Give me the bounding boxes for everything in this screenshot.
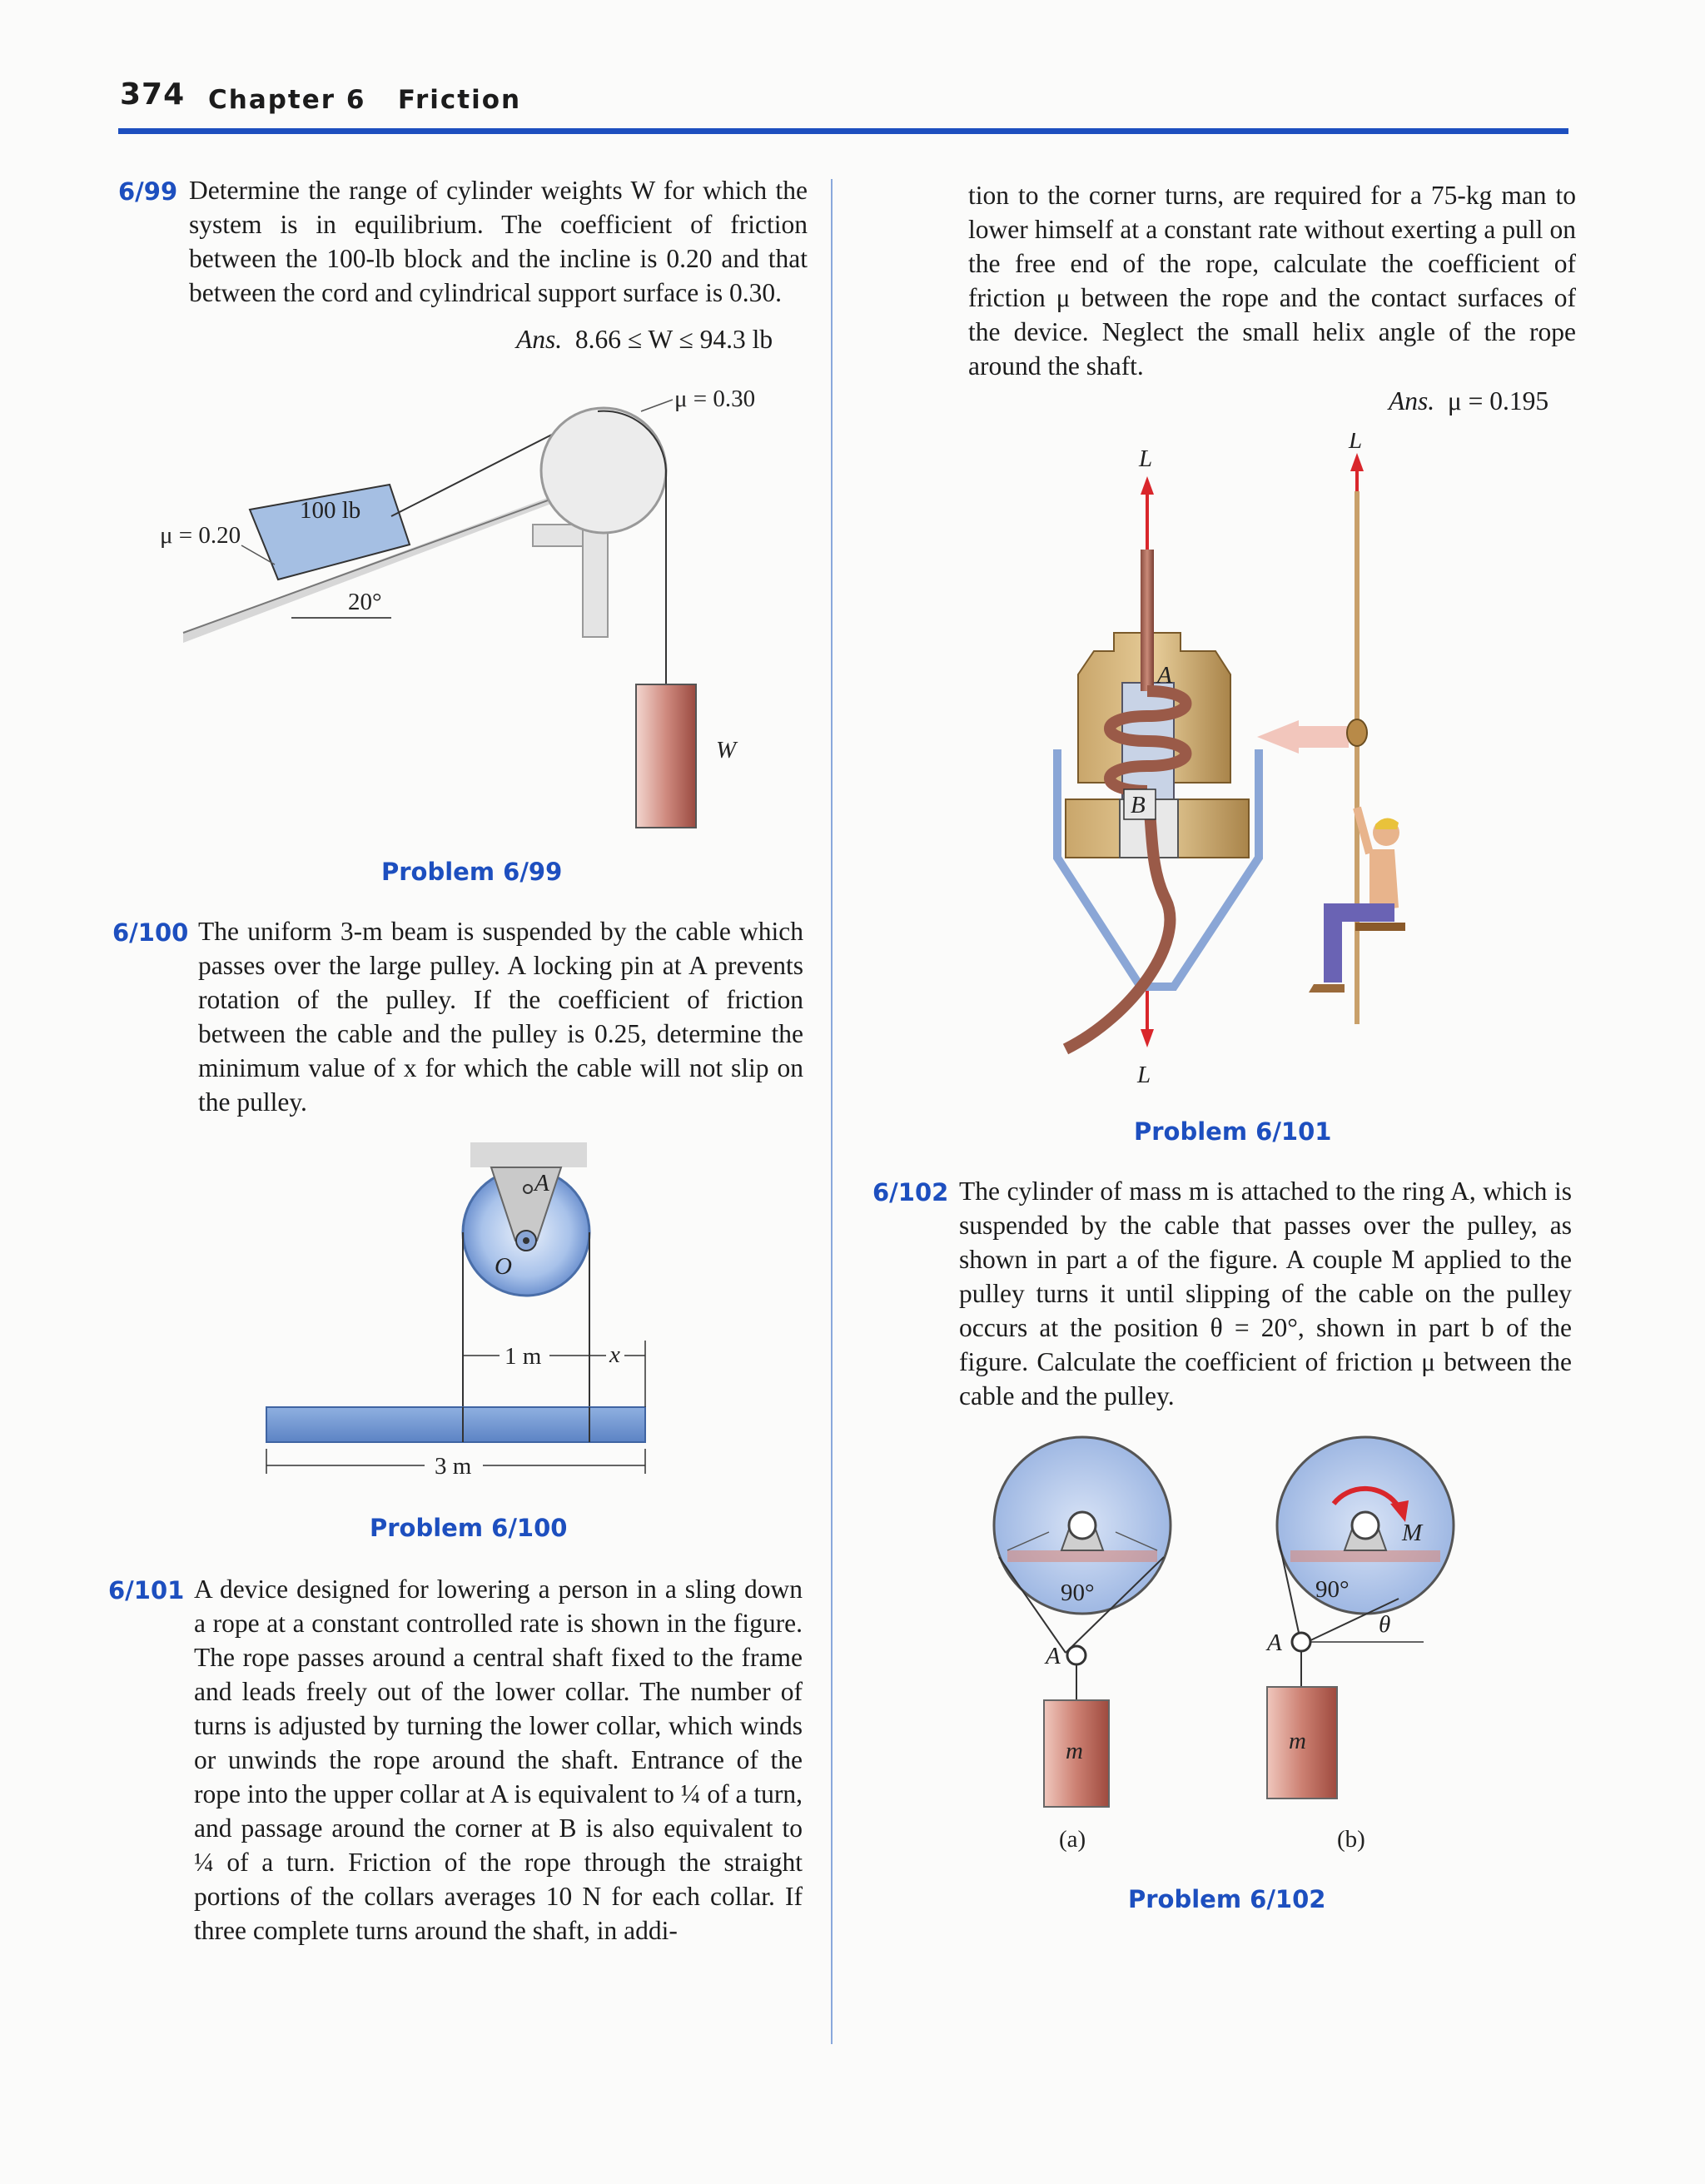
center-label: O (495, 1253, 512, 1280)
ring-b-label: A (1267, 1629, 1282, 1656)
ring-b (1292, 1633, 1310, 1651)
beam (266, 1407, 645, 1442)
header-rule (118, 128, 1568, 134)
running-header (208, 85, 521, 115)
mu-support-label: μ = 0.30 (674, 386, 756, 412)
dim-3m: 3 m (435, 1453, 472, 1480)
point-b-label: B (1131, 792, 1146, 818)
caption-6-99: Problem 6/99 (381, 858, 563, 886)
caption-6-101: Problem 6/101 (1134, 1117, 1332, 1146)
problem-6-100 (112, 914, 803, 1119)
caption-6-100: Problem 6/100 (370, 1514, 568, 1542)
answer-value: μ = 0.195 (1447, 386, 1549, 415)
point-a-label: A (1157, 662, 1172, 689)
problem-text-continued: tion to the corner turns, are required for a 75-kg man to lower himself at a constant rate without exerting a pull on the free end of the rope, calculate the coefficient of friction μ between the rope and the contact surfaces of the device. Neglect the small helix angle of the rope around the shaft. (968, 181, 1576, 381)
answer-value: 8.66 ≤ W ≤ 94.3 lb (574, 325, 773, 354)
column-divider (831, 179, 833, 2044)
problem-number: 6/100 (112, 918, 189, 947)
block-weight-label: 100 lb (300, 497, 361, 524)
ceiling (470, 1142, 587, 1167)
problem-6-101-continued (968, 178, 1576, 383)
dim-1m: 1 m (505, 1343, 542, 1370)
problem-number: 6/101 (108, 1576, 185, 1604)
problem-text: The cylinder of mass m is attached to the ring A, which is suspended by the cable that passes over the pulley, as shown in part a of the figure. A couple M applied to the pulley turns it until slipping of the cable on the pulley occurs at the position θ = 20°, shown in part b of the figure. Calculate the coefficient of friction μ between the cable and the pulley. (959, 1177, 1572, 1410)
figure-6-100 (258, 1141, 674, 1490)
problem-number: 6/99 (118, 177, 178, 206)
answer-6-99 (516, 325, 773, 355)
problem-number: 6/102 (872, 1178, 949, 1206)
theta-label: θ (1379, 1611, 1391, 1638)
ring-a (1067, 1646, 1086, 1664)
part-a-label: (a) (1059, 1826, 1086, 1853)
part-a (994, 1437, 1171, 1853)
force-label-top-right: L (1349, 433, 1363, 454)
problem-6-102 (872, 1174, 1572, 1413)
part-b (1265, 1437, 1454, 1853)
answer-prefix: Ans. (516, 325, 563, 354)
angle-a-label: 90° (1061, 1580, 1095, 1606)
mu-incline-label: μ = 0.20 (160, 522, 241, 549)
chapter-label: Chapter 6 (208, 85, 366, 115)
page-number: 374 (120, 77, 186, 112)
support-post (583, 525, 608, 637)
cylinder-weight (636, 684, 696, 828)
problem-text: The uniform 3-m beam is suspended by the cable which passes over the large pulley. A locking pin at A prevents rotation of the pulley. If the coefficient of friction between the cable and the pulley is 0.25, determine the minimum value of x for which the cable will not slip on the pulley. (198, 917, 803, 1117)
chapter-title: Friction (397, 85, 522, 115)
figure-6-99 (150, 383, 783, 849)
angle-b-label: 90° (1315, 1576, 1350, 1603)
problem-6-99 (118, 173, 808, 310)
problem-text: Determine the range of cylinder weights W for which the system is in equilibrium. The coefficient of friction between the 100-lb block and the incline is 0.20 and that between the cord and cylindrical support surface is 0.30. (189, 176, 808, 307)
problem-text: A device designed for lowering a person in a sling down a rope at a constant controlled rate is shown in the figure. The rope passes around a central shaft fixed to the frame and leads freely out of the lower collar. The number of turns is adjusted by turning the lower collar, which winds or unwinds the rope around the shaft. Entrance of the rope into the upper collar at A is equivalent to ¼ of a turn, and passage around the corner at B is also equivalent to ¼ of a turn. Friction of the rope through the straight portions of the collars averages 10 N for each collar. If three complete turns around the shaft, in addi- (194, 1575, 803, 1945)
dim-x: x (609, 1341, 620, 1368)
part-b-label: (b) (1337, 1826, 1365, 1853)
angle-label: 20° (348, 589, 382, 615)
cylindrical-support (541, 408, 666, 533)
answer-6-101 (1389, 386, 1548, 416)
problem-6-101 (108, 1572, 803, 1948)
couple-label: M (1402, 1520, 1423, 1546)
force-label-bottom: L (1137, 1062, 1151, 1088)
pin-label: A (534, 1170, 549, 1196)
mass-a-label: m (1066, 1738, 1083, 1764)
mass-b-label: m (1289, 1728, 1306, 1754)
force-label-top-left: L (1139, 445, 1153, 472)
answer-prefix: Ans. (1389, 386, 1435, 415)
figure-6-101 (1041, 433, 1457, 1099)
ring-a-label: A (1046, 1643, 1061, 1669)
weight-label: W (716, 737, 737, 764)
caption-6-102: Problem 6/102 (1128, 1885, 1326, 1913)
figure-6-102 (974, 1432, 1474, 1865)
